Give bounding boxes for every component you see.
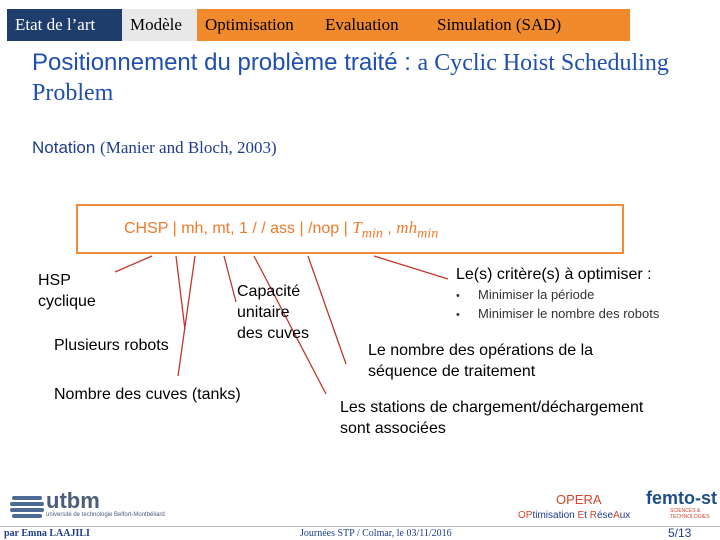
formula-tmin: T [352,218,362,237]
opera-sub-op: OP [518,510,533,521]
tab-modele[interactable]: Modèle [122,9,197,41]
criteria-item: • Minimiser la période [456,286,659,305]
formula-separator: , [382,220,397,237]
pointer-line-tanks [178,256,195,376]
pointer-line-criteria [374,256,448,279]
tanks-label: Nombre des cuves (tanks) [54,386,241,403]
title-part-2: a Cyclic Hoist Scheduling Problem [32,50,669,106]
opera-sub-r: R [589,510,597,521]
opera-sub-e: E [577,510,585,521]
formula-mhmin: mh [396,218,418,237]
hsp-cyclique-label [38,270,96,312]
criteria-item: • Minimiser le nombre des robots [456,305,659,324]
capacity-line-2: unitaire [237,304,290,321]
capacity-line-1: Capacité [237,283,301,300]
utbm-wordmark: utbm [46,488,100,513]
pointer-line-capacity [224,256,236,302]
opera-sub-timisation: timisation [532,510,578,521]
stations-label [340,397,643,439]
formula-main: CHSP | mh, mt, 1 / / ass | /nop | [124,220,353,237]
notation-label: Notation [32,138,101,157]
opera-wordmark: OPERA [556,492,602,507]
tab-optimisation[interactable]: Optimisation [197,9,317,41]
tab-evaluation[interactable]: Evaluation [317,9,425,41]
pointer-line-hsp [115,256,152,272]
footer-event: Journées STP / Colmar, le 03/11/2016 [300,528,452,539]
stations-line-1: Les stations de chargement/déchargement [340,399,644,416]
operations-line-1: Le nombre des opérations de la [368,342,594,359]
page-number: 5/13 [668,526,692,540]
tab-etat-de-lart[interactable]: Etat de l’art [7,9,122,41]
opera-sub-ux: ux [619,510,631,521]
opera-sub-ese: ése [596,510,614,521]
robots-label: Plusieurs robots [54,337,169,354]
opera-sub-t: t [584,510,590,521]
capacity-label [237,281,309,344]
footer-divider [0,526,720,527]
capacity-line-3: des cuves [237,325,310,342]
hsp-line-2: cyclique [38,293,96,310]
femto-st-subtitle: SCIENCES & TECHNOLOGIES [670,508,710,520]
opera-sub-a: A [613,510,620,521]
footer-author: par Emna LAAJILI [4,528,90,539]
formula-mhmin-sub: min [417,225,439,242]
formula-tmin-sub: min [361,225,383,242]
operations-label [368,340,593,382]
opera-subtitle [518,510,630,521]
stations-line-2: sont associées [340,420,446,437]
criteria-list [456,286,659,324]
notation-reference: (Manier and Bloch, 2003) [100,138,277,157]
title-part-1: Positionnement du problème traité : [32,49,418,76]
pointer-line-robots [176,256,185,330]
tab-simulation[interactable]: Simulation (SAD) [425,9,630,41]
operations-line-2: séquence de traitement [368,363,536,380]
criteria-title: Le(s) critère(s) à optimiser : [456,266,652,283]
hsp-line-1: HSP [38,272,71,289]
pointer-line-operations [308,256,346,364]
utbm-subtitle: université de technologie Belfort-Montbéliard [46,512,165,518]
femto-st-logo: femto-st [646,488,717,508]
